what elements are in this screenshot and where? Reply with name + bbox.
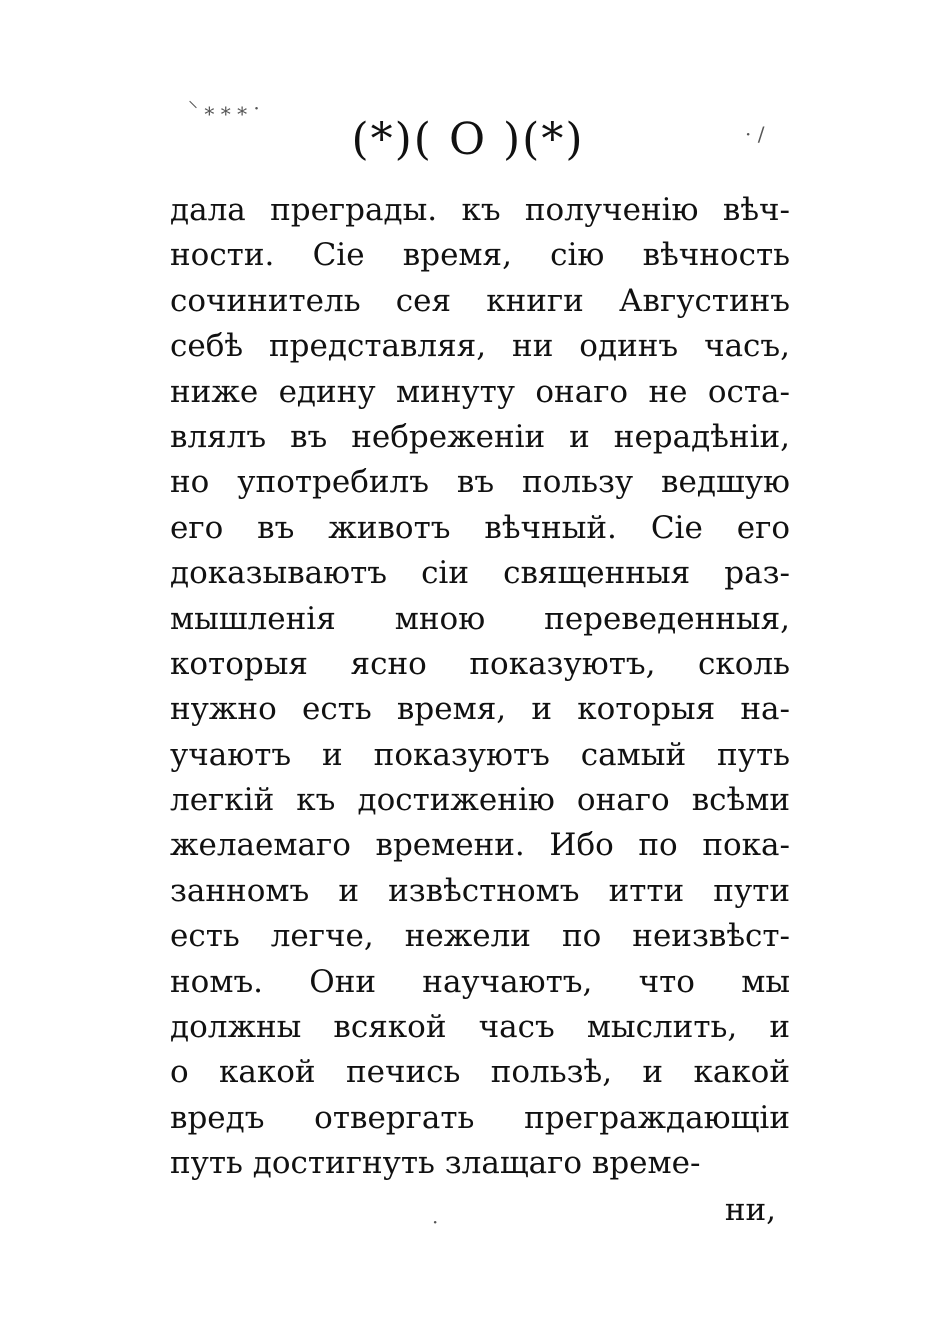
text-line: дала преграды. къ полученію вѣч- (170, 192, 790, 228)
text-line: но употребилъ въ пользу ведшую (170, 464, 790, 501)
text-line: ниже едину минуту онаго не оста- (170, 373, 790, 410)
text-line: занномъ и извѣстномъ итти пути (170, 872, 790, 909)
text-line: себѣ представляя, ни одинъ часъ, (170, 328, 790, 365)
text-line: его въ животъ вѣчный. Сіе его (170, 509, 790, 546)
text-line: доказываютъ сіи священныя раз- (170, 555, 790, 592)
text-line: которыя ясно показуютъ, сколь (170, 645, 790, 682)
ink-speck: · (432, 1210, 439, 1234)
text-line: сочинитель сея книги Августинъ (170, 282, 790, 319)
text-line: о какой печись пользѣ, и какой (170, 1054, 790, 1091)
text-line: вредъ отвергать преграждающіи (170, 1099, 790, 1136)
page-header-ornament: (*)( О )(*) (351, 114, 585, 165)
text-line: легкій къ достиженію онаго всѣми (170, 782, 790, 819)
text-line: учаютъ и показуютъ самый путь (170, 736, 790, 773)
text-line: влялъ въ небреженіи и нерадѣніи, (170, 418, 790, 455)
text-line: должны всякой часъ мыслить, и (170, 1009, 790, 1046)
text-line: желаемаго времени. Ибо по пока- (170, 827, 790, 864)
ink-speck: ⸌ ⁎ ⁎ ⁎ · (188, 96, 260, 120)
text-line: мышленія мною переведенныя, (170, 600, 790, 637)
text-line: есть легче, нежели по неизвѣст- (170, 918, 790, 955)
text-line: нужно есть время, и которыя на- (170, 691, 790, 728)
text-line: ности. Сіе время, сію вѣчность (170, 237, 790, 274)
catchword: ни, (724, 1192, 776, 1228)
body-text (170, 188, 790, 1187)
text-line: путь достигнуть злащаго време- (170, 1145, 701, 1182)
text-line: номъ. Они научаютъ, что мы (170, 963, 790, 1000)
ink-speck: · / (745, 122, 765, 146)
